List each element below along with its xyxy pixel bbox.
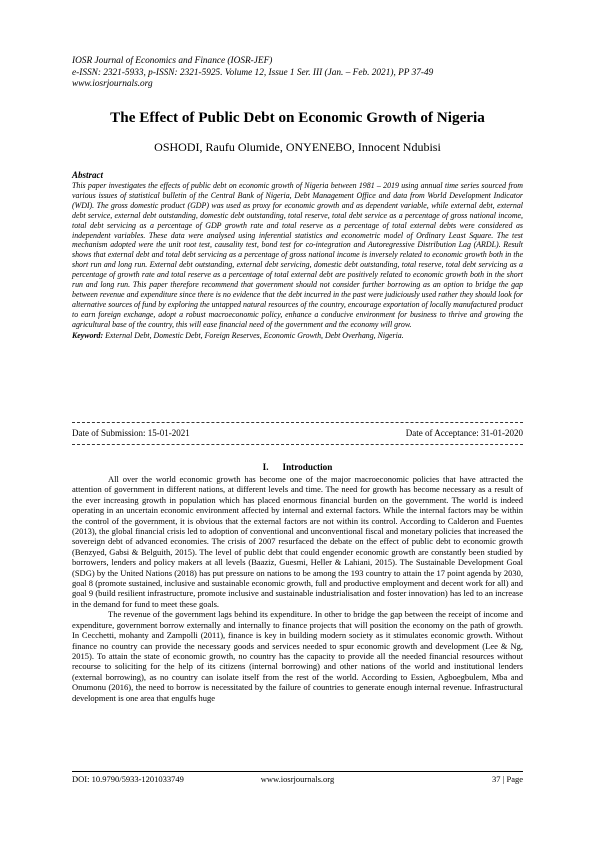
section-number: I. xyxy=(262,462,269,472)
body-text xyxy=(72,474,523,703)
journal-website[interactable]: www.iosrjournals.org xyxy=(72,79,153,90)
keywords-label: Keyword: xyxy=(72,330,104,340)
paper-authors: OSHODI, Raufu Olumide, ONYENEBO, Innocent Ndubisi xyxy=(154,140,441,154)
keywords-text: External Debt, Domestic Debt, Foreign Reserves, Economic Growth, Debt Overhang, Nigeria. xyxy=(103,330,404,340)
abstract-section xyxy=(72,170,523,341)
page-footer xyxy=(72,774,523,784)
divider-bottom xyxy=(72,444,523,445)
acceptance-date: Date of Acceptance: 31-01-2020 xyxy=(405,428,523,438)
divider-top xyxy=(72,422,523,423)
submission-date: Date of Submission: 15-01-2021 xyxy=(72,428,190,438)
keywords xyxy=(72,331,523,341)
abstract-heading: Abstract xyxy=(72,170,104,180)
paper-title: The Effect of Public Debt on Economic Growth of Nigeria xyxy=(110,109,485,126)
footer-doi: DOI: 10.9790/5933-1201033749 xyxy=(72,774,184,784)
section-heading xyxy=(72,462,523,473)
footer-page-number: 37 | Page xyxy=(492,774,523,784)
journal-issn: e-ISSN: 2321-5933, p-ISSN: 2321-5925. Volume 12, Issue 1 Ser. III (Jan. – Feb. 2021), PP 37-49 xyxy=(72,67,434,78)
paragraph: All over the world economic growth has become one of the major macroeconomic policies that have attracted the attention of government in different nations, at different levels and time. The need for growth has become necessary as a result of the ever increasing growth in population which has placed enormous financial burden on the government. The world is indeed operating in an uncertain economic environment affected by internal and external factors. While the internal factors may be within the control of the government, it is obvious that the external factors are not within its control. According to Calderon and Fuentes (2013), the global financial crisis led to adoption of conventional and unconventional fiscal and monetary policies that increased the sovereign debt of advanced economies. The crisis of 2007 resurfaced the debate on the effect of public debt to economic growth (Benzyed, Gabsi & Belguith, 2015). The level of public debt that could engender economic growth are constantly been studied by borrowers, lenders and policy makers at all levels (Baaziz, Guesmi, Heller & Lahiani, 2015). The Sustainable Development Goal (SDG) by the United Nations (2018) has put pressure on nations to be among the 193 country to attain the 17 point agenda by 2030, goal 8 (promote sustained, inclusive and sustainable economic growth, full and productive employment and decent work for all) and goal 9 (build resilient infrastructure, promote inclusive and sustainable industrialisation and foster innovation) has led to an increase in the demand for fund to meet these goals. xyxy=(72,474,523,609)
journal-name: IOSR Journal of Economics and Finance (IOSR-JEF) xyxy=(72,56,273,66)
paragraph: The revenue of the government lags behind its expenditure. In other to bridge the gap between the receipt of income and expenditure, government borrow externally and internally to finance projects that will position the economy on the path of growth. In Cecchetti, mohanty and Zampolli (2011), finance is key in building modern society as it stimulates economic growth. Without finance no country can provide the necessary goods and services needed to spur economic growth and development (Lee & Ng, 2015). To attain the state of economic growth, no country has the capacity to provide all the needed financial resources without recourse to soliciting for the help of its citizens (internal borrowing) and other nations of the world and institutional lenders (external borrowing), as no country can isolate itself from the rest of the world. According to Essien, Agboegbulem, Mba and Onumonu (2016), the need to borrow is necessitated by the failure of countries to generate enough internal revenue. Infrastructural development is one area that engulfs huge xyxy=(72,609,523,703)
footer-website[interactable]: www.iosrjournals.org xyxy=(260,774,335,784)
abstract-text: This paper investigates the effects of public debt on economic growth of Nigeria between 1981 – 2019 using annual time series sourced from various issues of statistical bulletin of the Central Bank of Nigeria, Debt Management Office and data from World Development Indicator (WDI). The gross domestic product (GDP) was used as proxy for economic growth and as dependent variable, while external debt, external debt service, external debt outstanding, domestic debt outstanding, total reserve, total debt service as a percentage of gross national income, total debt servicing as a percentage of GDP growth rate and total reserve as a percentage of total external debts were considered as independent variables. These data were analysed using inferential statistics and econometric model of Ordinary Least Square. The test mechanism adopted were the unit root test, causality test, bond test for co-integration and Autoregressive Distribution Lag (ARDL). Result shows that external debt and total debt servicing as a percentage of gross national income is inversely related to economic growth both in the short run and long run. External debt outstanding, external debt servicing, domestic debt outstanding, total reserve, total debt servicing as a percentage of growth rate and total reserve as a percentage of total external debt are positively related to economic growth both in the short run and long run. This paper therefore recommend that government should not consider further borrowing as an option to bridge the gap between revenue and expenditure since there is no evidence that the debt incurred in the past were judiciously used rather they should look for alternative sources of fund by exploring the untapped natural resources of the country, encourage exportation of locally manufactured product to earn foreign exchange, adopt a robust macroeconomic policy, enhance a conducive environment for business to thrive and growing the agricultural base of the country, this will ease financial need of the government and the economy will grow. xyxy=(72,181,523,329)
journal-header xyxy=(72,56,532,91)
footer-rule xyxy=(72,771,523,772)
section-title: Introduction xyxy=(282,462,333,472)
dates-row xyxy=(72,428,523,439)
